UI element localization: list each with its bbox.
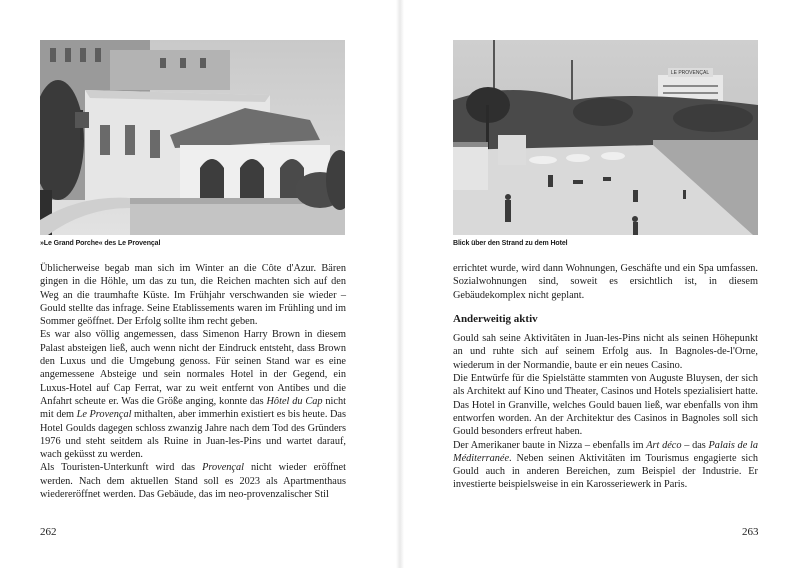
right-page: [400, 0, 800, 568]
photo-caption: »Le Grand Porche« des Le Provençal: [40, 240, 161, 247]
body-text: [453, 262, 758, 492]
paragraph: Gould sah seine Aktivitäten in Juan-les-Pins nicht als seinen Höhepunkt an und ruhte sich auf seinem Erfolg aus. In Bagnoles-de-l'Orne, wiederum in der Normandie, baute er ein neues Casino.: [453, 333, 758, 371]
paragraph: Üblicherweise begab man sich im Winter an die Côte d'Azur. Bären gingen in die Höhle, um das zu tun, die Reichen machten sich auf den Weg an die traumhafte Küste. Im Frühjahr verschwanden sie wieder – Gould stellte das infrage. Seine Etablissements waren im Frühling und im Sommer geöffnet. Der Erfolg sollte ihm recht geben.: [40, 263, 346, 328]
photo-grand-porche: [40, 40, 345, 235]
italic-term: Palais de la Méditerranée: [453, 439, 758, 464]
paragraph: Es war also völlig angemessen, dass Simenon Harry Brown in diesem Palast absteigen ließ, auch wenn nicht der Eindruck entsteht, dass Brown den Luxus und die Umgebung genoss. Für seinen Stand war es eine angemessene Absteige und sein normales Hotel in der Gegend, ein Luxus-Hotel auf Cap Ferrat, war zu weit entfernt von Antibes und die Anfahrt scheute er. Was die Größe anging, konnte das Hôtel du Cap nicht mit dem Le Provençal mithalten, aber immerhin existiert es bis heute. Das Hotel Goulds dagegen schloss zwanzig Jahre nach dem Tod des Gründers 1976 und steht seitdem als Ruine in Juan-les-Pins und wartet darauf, wach geküsst zu werden.: [40, 329, 347, 461]
italic-term: Art déco: [646, 439, 682, 451]
paragraph: errichtet wurde, wird dann Wohnungen, Geschäfte und ein Spa umfassen. Sozialwohnungen sind, soweit es ersichtlich ist, in diesem Gebäudekomplex nicht geplant.: [453, 263, 758, 301]
section-heading: Anderweitig aktiv: [453, 312, 538, 325]
body-text: [40, 262, 346, 501]
photo-beach-hotel: [453, 40, 758, 235]
hotel-sign: LE PROVENÇAL: [670, 70, 710, 76]
italic-term: Le Provençal: [76, 409, 132, 421]
paragraph: Der Amerikaner baute in Nizza – ebenfalls im Art déco – das Palais de la Méditerranée. Neben seinen Aktivitäten im Tourismus engagierte sich Gould auch in anderen Bereichen, zum Beispiel der Industrie. Er investierte beispielsweise in ein Karosseriewerk in Paris.: [453, 439, 758, 491]
paragraph: Als Touristen-Unterkunft wird das Provençal nicht wieder eröffnet werden. Nach dem aktuellen Stand soll es 2023 als Apartmenthaus wiedereröffnet werden. Das Gebäude, das im neo-provenzalischer Stil: [40, 462, 346, 501]
photo-caption: Blick über den Strand zu dem Hotel: [453, 240, 568, 247]
page-number: 262: [40, 526, 57, 538]
italic-term: Provençal: [202, 462, 244, 474]
italic-term: Hôtel du Cap: [266, 395, 323, 407]
page-number: 263: [742, 526, 759, 538]
paragraph: Die Entwürfe für die Spielstätte stammten von Auguste Bluysen, der sich als Architekt auf Kino und Theater, Casinos und Hotels spezialisiert hatte. Das Hotel in Granville, welches Gould bauen ließ, war ebenfalls von ihm entworfen worden. An der Architektur des Casinos in Bagnoles soll sich Gould besonders erfreut haben.: [453, 373, 758, 438]
